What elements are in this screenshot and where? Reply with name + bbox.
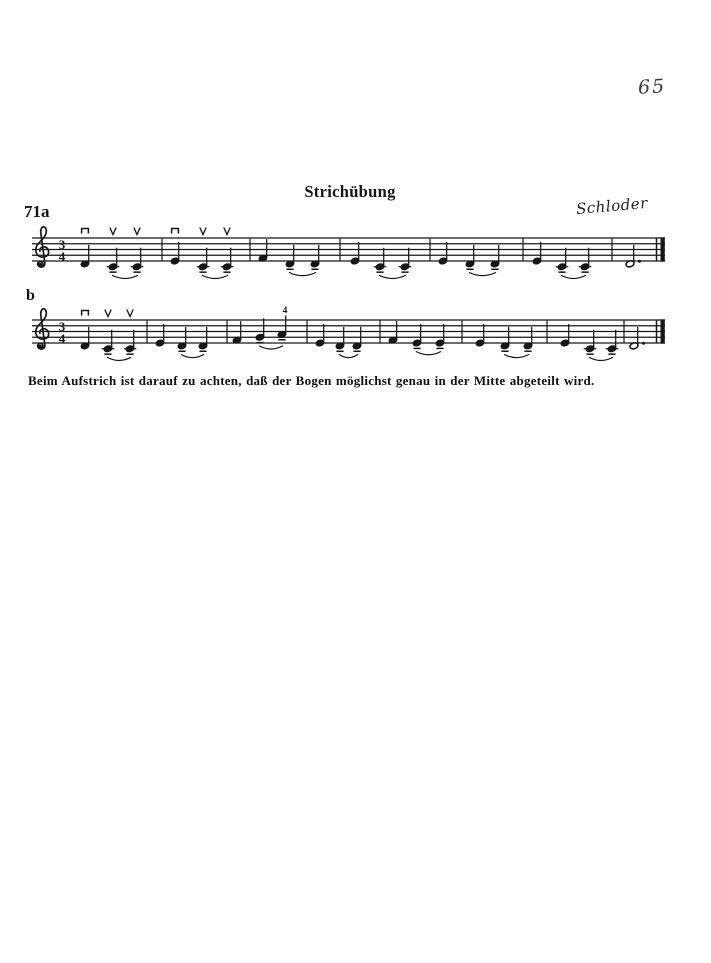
- slur-mark: [259, 346, 283, 349]
- slur-mark: [112, 275, 138, 278]
- slur-mark: [289, 272, 316, 275]
- down-bow-icon: [82, 311, 89, 316]
- exercise-title: Strichübung: [304, 182, 396, 201]
- handwritten-signature: Schloder: [575, 193, 649, 219]
- svg-text:3: 3: [58, 318, 66, 334]
- slur-mark: [107, 357, 131, 360]
- slur-mark: [504, 354, 529, 357]
- up-bow-icon: [127, 310, 133, 317]
- handwritten-page-number: 65: [637, 75, 667, 99]
- down-bow-icon: [172, 229, 179, 234]
- up-bow-icon: [105, 310, 111, 317]
- down-bow-icon: [82, 229, 89, 234]
- slur-mark: [181, 354, 204, 357]
- svg-text:3: 3: [58, 236, 66, 252]
- exercise-number-71a: 71a: [24, 202, 50, 221]
- slur-mark: [416, 352, 441, 355]
- staff-a-notation: [28, 222, 698, 292]
- slur-mark: [469, 272, 496, 275]
- up-bow-icon: [224, 228, 230, 235]
- slur-mark: [589, 357, 613, 360]
- slur-mark: [202, 275, 228, 278]
- up-bow-icon: [134, 228, 140, 235]
- slur-mark: [339, 354, 358, 357]
- up-bow-icon: [110, 228, 116, 235]
- svg-text:4: 4: [58, 248, 66, 264]
- up-bow-icon: [200, 228, 206, 235]
- svg-text:4: 4: [58, 330, 66, 346]
- staff-b-notation: [28, 304, 698, 374]
- slur-mark: [561, 275, 586, 278]
- instruction-text: Beim Aufstrich ist darauf zu achten, daß der Bogen möglichst genau in der Mitte abgeteilt wird.: [28, 373, 595, 388]
- slur-mark: [379, 275, 406, 278]
- fingering-number: 4: [282, 306, 288, 316]
- exercise-number-b: b: [26, 287, 35, 304]
